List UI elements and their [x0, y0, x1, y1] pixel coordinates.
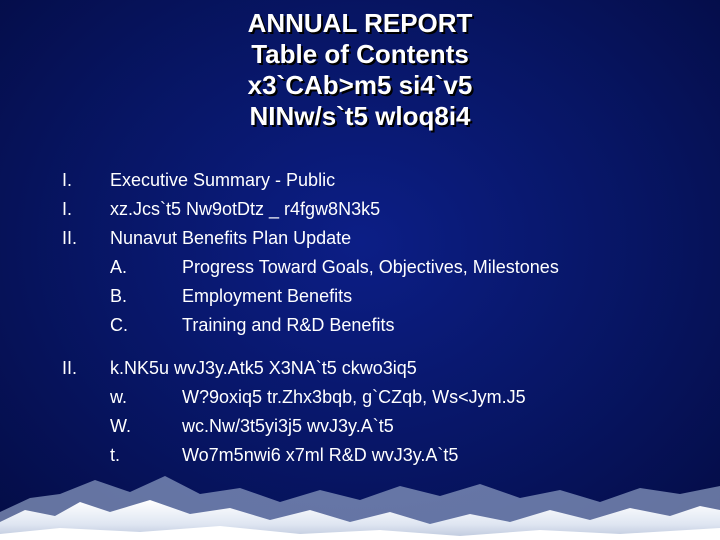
- toc-subitem-text: W?9oxiq5 tr.Zhx3bqb, g`CZqb, Ws<Jym.J5: [182, 387, 526, 407]
- toc-subitem: [62, 253, 702, 282]
- toc-subitem: [62, 412, 702, 441]
- title-line: NINw/s`t5 wloq8i4: [249, 101, 471, 131]
- title-line: ANNUAL REPORT: [247, 8, 473, 38]
- toc-item: [62, 166, 702, 195]
- toc-subitem-letter: t.: [110, 445, 121, 465]
- toc-item: [62, 354, 702, 383]
- table-of-contents: [62, 166, 702, 470]
- toc-item: [62, 195, 702, 224]
- toc-subitem: [62, 282, 702, 311]
- toc-item-text: Nunavut Benefits Plan Update: [110, 228, 352, 248]
- slide-title: [0, 8, 720, 132]
- toc-subitem-letter: C.: [110, 315, 128, 335]
- toc-subitem-letter: A.: [110, 257, 128, 277]
- title-line: Table of Contents: [251, 39, 469, 69]
- toc-subitem-text: Progress Toward Goals, Objectives, Milestones: [182, 257, 559, 277]
- toc-item-text: k.NK5u wvJ3y.Atk5 X3NA`t5 ckwo3iq5: [110, 358, 417, 378]
- toc-subitem-text: Training and R&D Benefits: [182, 315, 395, 335]
- toc-subitem-letter: B.: [110, 286, 128, 306]
- toc-subitem-text: Employment Benefits: [182, 286, 353, 306]
- toc-item: [62, 224, 702, 253]
- toc-numeral: I.: [62, 170, 73, 190]
- toc-subitem: [62, 311, 702, 340]
- toc-subitem-text: Wo7m5nwi6 x7ml R&D wvJ3y.A`t5: [182, 445, 459, 465]
- toc-subitem: [62, 383, 702, 412]
- title-line: x3`CAb>m5 si4`v5: [247, 70, 473, 100]
- toc-numeral: II.: [62, 358, 78, 378]
- section-spacer: [62, 340, 702, 354]
- toc-item-text: Executive Summary - Public: [110, 170, 336, 190]
- mountain-landscape-image: [0, 450, 720, 540]
- toc-numeral: I.: [62, 199, 73, 219]
- toc-subitem-letter: W.: [110, 416, 131, 436]
- toc-subitem-letter: w.: [110, 387, 128, 407]
- toc-numeral: II.: [62, 228, 78, 248]
- toc-subitem-text: wc.Nw/3t5yi3j5 wvJ3y.A`t5: [182, 416, 394, 436]
- toc-item-text: xz.Jcs`t5 Nw9otDtz _ r4fgw8N3k5: [110, 199, 381, 219]
